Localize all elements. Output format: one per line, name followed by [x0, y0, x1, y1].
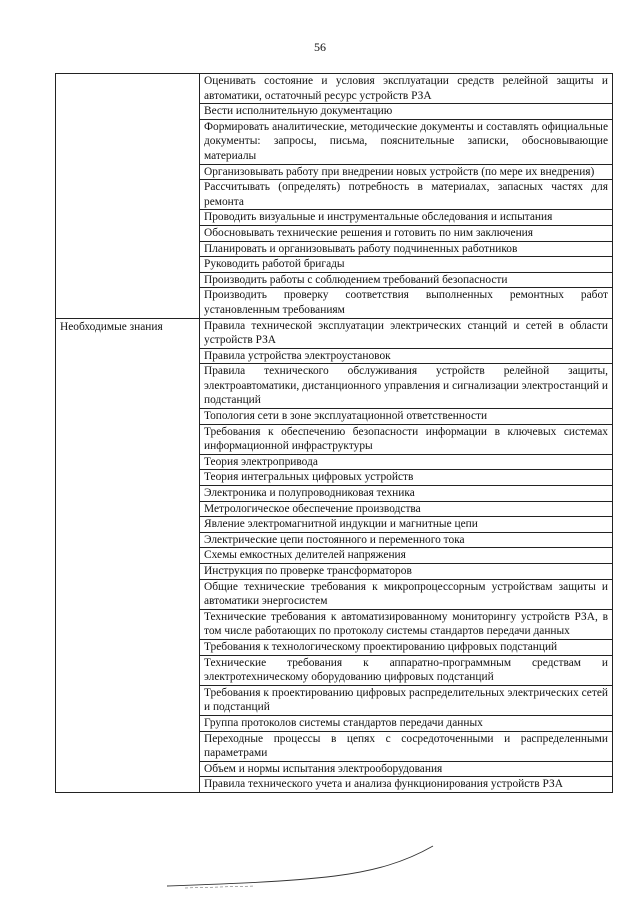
knowledge-item: Явление электромагнитной индукции и магнитные цепи — [200, 517, 613, 533]
skills-row — [56, 74, 613, 104]
knowledge-item: Общие технические требования к микропроцессорным устройствам защиты и автоматики энергосистем — [200, 579, 613, 609]
knowledge-item: Объем и нормы испытания электрооборудования — [200, 761, 613, 777]
knowledge-item: Метрологическое обеспечение производства — [200, 501, 613, 517]
skills-item: Производить проверку соответствия выполненных ремонтных работ установленным требованиям — [200, 288, 613, 318]
knowledge-item: Электрические цепи постоянного и переменного тока — [200, 532, 613, 548]
skills-item: Формировать аналитические, методические документы и составлять официальные документы: запросы, письма, пояснительные записки, обосновывающие материалы — [200, 119, 613, 164]
knowledge-item: Правила технического учета и анализа функционирования устройств РЗА — [200, 777, 613, 793]
knowledge-row — [56, 318, 613, 348]
knowledge-item: Правила устройства электроустановок — [200, 348, 613, 364]
skills-label — [60, 74, 195, 75]
knowledge-item: Требования к обеспечению безопасности информации в ключевых системах информационной инфраструктуры — [200, 424, 613, 454]
knowledge-item: Схемы емкостных делителей напряжения — [200, 548, 613, 564]
signature-scribble — [165, 838, 445, 898]
knowledge-item: Инструкция по проверке трансформаторов — [200, 564, 613, 580]
knowledge-item: Правила технической эксплуатации электрических станций и сетей в области устройств РЗА — [200, 318, 613, 348]
knowledge-item: Технические требования к автоматизированному мониторингу устройств РЗА, в том числе работающих по протоколу системы стандартов передачи данных — [200, 609, 613, 639]
skills-item: Обосновывать технические решения и готовить по ним заключения — [200, 225, 613, 241]
knowledge-item: Теория электропривода — [200, 454, 613, 470]
skills-item: Руководить работой бригады — [200, 257, 613, 273]
knowledge-label: Необходимые знания — [60, 320, 163, 333]
knowledge-item: Требования к проектированию цифровых распределительных электрических сетей и подстанций — [200, 685, 613, 715]
skills-item: Вести исполнительную документацию — [200, 104, 613, 120]
knowledge-item: Технические требования к аппаратно-программным средствам и электротехническому оборудованию цифровых подстанций — [200, 655, 613, 685]
knowledge-item: Требования к технологическому проектированию цифровых подстанций — [200, 639, 613, 655]
knowledge-item: Электроника и полупроводниковая техника — [200, 486, 613, 502]
knowledge-item: Переходные процессы в цепях с сосредоточенными и распределенными параметрами — [200, 731, 613, 761]
skills-item: Производить работы с соблюдением требований безопасности — [200, 272, 613, 288]
page-number: 56 — [314, 40, 326, 54]
knowledge-item: Теория интегральных цифровых устройств — [200, 470, 613, 486]
skills-item: Планировать и организовывать работу подчиненных работников — [200, 241, 613, 257]
knowledge-item: Группа протоколов системы стандартов передачи данных — [200, 715, 613, 731]
skills-label-cell — [56, 74, 200, 319]
knowledge-label-cell — [56, 318, 200, 792]
skills-item: Оценивать состояние и условия эксплуатации средств релейной защиты и автоматики, остаточный ресурс устройств РЗА — [200, 74, 613, 104]
knowledge-item: Топология сети в зоне эксплуатационной ответственности — [200, 409, 613, 425]
knowledge-item: Правила технического обслуживания устройств релейной защиты, электроавтоматики, дистанционного управления и сигнализации электростанций и подстанций — [200, 364, 613, 409]
skills-item: Рассчитывать (определять) потребность в материалах, запасных частях для ремонта — [200, 180, 613, 210]
skills-item: Проводить визуальные и инструментальные обследования и испытания — [200, 210, 613, 226]
document-table — [55, 73, 613, 793]
skills-item: Организовывать работу при внедрении новых устройств (по мере их внедрения) — [200, 164, 613, 180]
